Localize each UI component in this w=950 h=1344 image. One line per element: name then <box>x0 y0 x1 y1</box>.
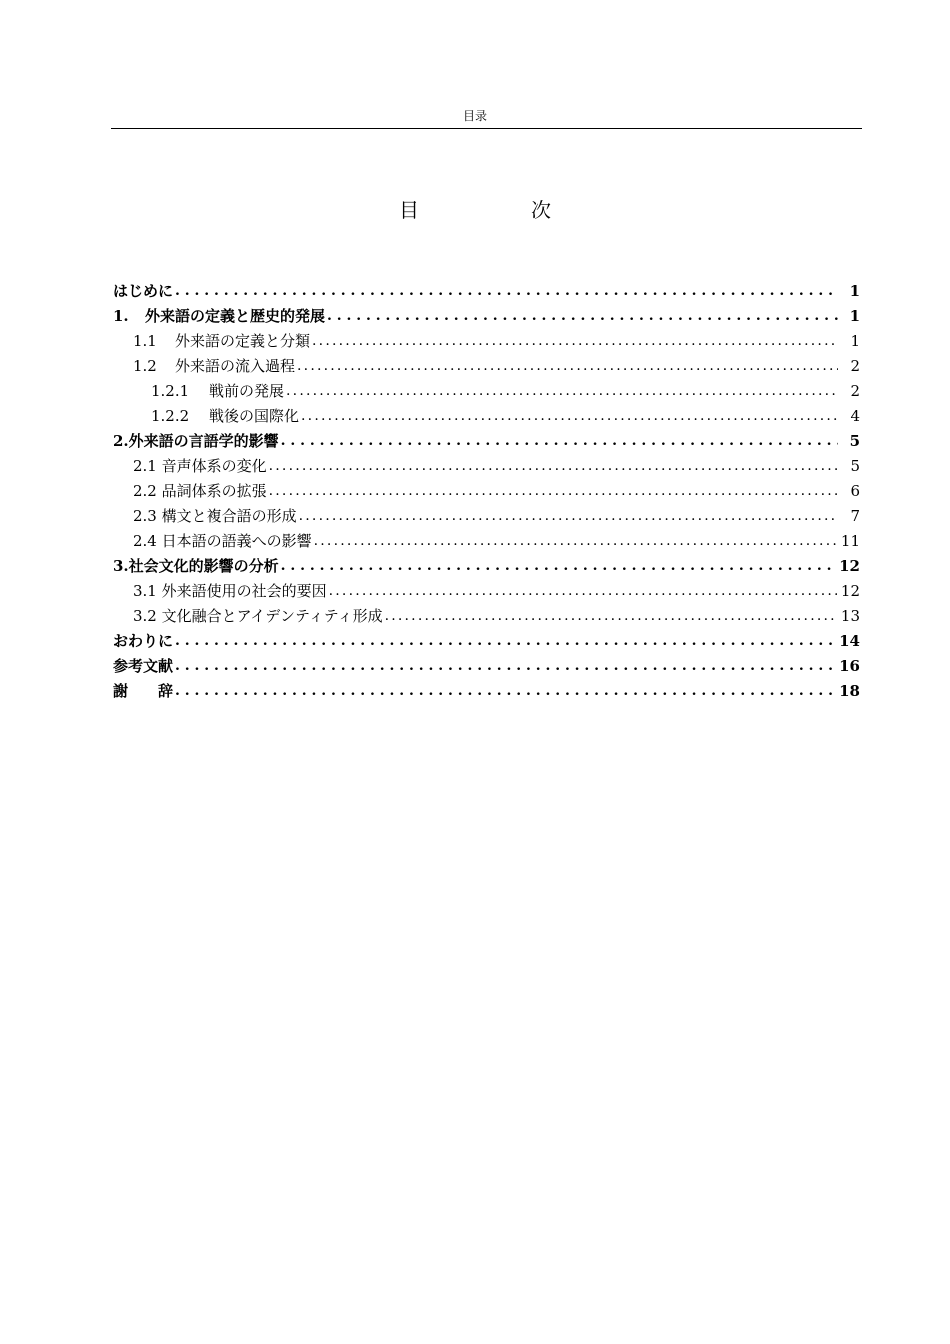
toc-entry-number: 1. <box>113 307 129 325</box>
toc-entry-title: 2.2 品詞体系の拡張 <box>133 482 267 500</box>
toc-entry-page: 13 <box>840 607 860 625</box>
dot-leader <box>175 281 838 301</box>
toc-entry-title: 戦前の発展 <box>209 382 285 400</box>
toc-entry[interactable] <box>113 551 860 576</box>
toc-entry[interactable] <box>113 526 860 551</box>
toc-entry-title: 外来語の定義と歴史的発展 <box>145 307 326 325</box>
toc-entry-number: 1.2.1 <box>151 382 190 400</box>
toc-entry[interactable] <box>113 376 860 401</box>
toc-entry-label <box>133 531 312 551</box>
dot-leader <box>175 631 835 651</box>
toc-entry-title: 2.外来語の言語学的影響 <box>113 432 279 450</box>
toc-entry-page: 1 <box>850 332 860 350</box>
toc-entry-number: 1.2.2 <box>151 407 190 425</box>
toc-entry-label <box>151 381 284 401</box>
toc-entry-page: 2 <box>850 382 860 400</box>
toc-entry-label <box>113 306 325 326</box>
toc-entry[interactable] <box>113 651 860 676</box>
toc-entry-page: 7 <box>850 507 860 525</box>
dot-leader <box>281 556 835 576</box>
toc-entry[interactable] <box>113 351 860 376</box>
dot-leader <box>314 531 837 551</box>
header-rule <box>111 128 862 129</box>
toc-entry-page: 14 <box>839 632 860 650</box>
toc-entry[interactable] <box>113 626 860 651</box>
toc-entry-title: 外来語の流入過程 <box>175 357 296 375</box>
toc-entry[interactable] <box>113 326 860 351</box>
toc-entry-title: 2.3 構文と複合語の形成 <box>133 507 297 525</box>
toc-entry[interactable] <box>113 501 860 526</box>
toc-entry-title: おわりに <box>113 632 174 650</box>
dot-leader <box>301 406 838 426</box>
toc-entry-title: 3.社会文化的影響の分析 <box>113 557 279 575</box>
toc-entry-label <box>113 431 279 451</box>
toc-entry-number: 1.1 <box>133 332 157 350</box>
toc-entry-page: 11 <box>840 532 860 550</box>
dot-leader <box>297 356 838 376</box>
toc-entry-page: 16 <box>839 657 860 675</box>
toc-entry[interactable] <box>113 476 860 501</box>
dot-leader <box>299 506 838 526</box>
dot-leader <box>281 431 838 451</box>
toc-entry-title: 謝 辞 <box>113 682 174 700</box>
toc-entry-title: 2.4 日本語の語義への影響 <box>133 532 312 550</box>
toc-entry-label <box>113 281 173 301</box>
toc-entry-title: 2.1 音声体系の変化 <box>133 457 267 475</box>
dot-leader <box>269 456 838 476</box>
dot-leader <box>286 381 838 401</box>
dot-leader <box>329 581 837 601</box>
toc-entry-title: はじめに <box>113 282 174 300</box>
toc-entry-page: 5 <box>849 432 860 450</box>
toc-entry-page: 1 <box>849 307 860 325</box>
toc-entry-label <box>113 556 279 576</box>
toc-entry-page: 4 <box>850 407 860 425</box>
toc-entry-label <box>113 681 173 701</box>
toc-entry-label <box>151 406 299 426</box>
toc-entry-page: 12 <box>840 582 860 600</box>
toc-entry-page: 6 <box>850 482 860 500</box>
table-of-contents <box>113 276 860 701</box>
toc-entry-number: 1.2 <box>133 357 157 375</box>
toc-entry-page: 12 <box>839 557 860 575</box>
toc-entry-page: 5 <box>850 457 860 475</box>
page-title: 目 次 <box>399 198 597 222</box>
toc-entry[interactable] <box>113 401 860 426</box>
toc-entry-label <box>133 481 267 501</box>
toc-entry-label <box>113 656 173 676</box>
toc-entry[interactable] <box>113 426 860 451</box>
toc-entry-label <box>133 456 267 476</box>
running-header: 目录 <box>462 109 487 123</box>
toc-entry[interactable] <box>113 601 860 626</box>
toc-entry[interactable] <box>113 676 860 701</box>
toc-entry-title: 3.1 外来語使用の社会的要因 <box>133 582 327 600</box>
dot-leader <box>327 306 838 326</box>
toc-entry-title: 外来語の定義と分類 <box>175 332 311 350</box>
toc-entry[interactable] <box>113 301 860 326</box>
toc-entry-title: 参考文献 <box>113 657 174 675</box>
toc-entry-label <box>133 506 297 526</box>
dot-leader <box>312 331 838 351</box>
dot-leader <box>175 681 835 701</box>
dot-leader <box>385 606 837 626</box>
toc-entry-page: 1 <box>849 282 860 300</box>
toc-entry-page: 18 <box>839 682 860 700</box>
toc-entry[interactable] <box>113 451 860 476</box>
toc-entry[interactable] <box>113 276 860 301</box>
dot-leader <box>175 656 835 676</box>
dot-leader <box>269 481 838 501</box>
toc-entry-page: 2 <box>850 357 860 375</box>
toc-entry[interactable] <box>113 576 860 601</box>
toc-entry-label <box>133 606 383 626</box>
toc-entry-title: 戦後の国際化 <box>209 407 300 425</box>
toc-entry-label <box>133 356 295 376</box>
toc-entry-label <box>113 631 173 651</box>
toc-entry-label <box>133 331 310 351</box>
toc-entry-label <box>133 581 327 601</box>
toc-entry-title: 3.2 文化融合とアイデンティティ形成 <box>133 607 383 625</box>
